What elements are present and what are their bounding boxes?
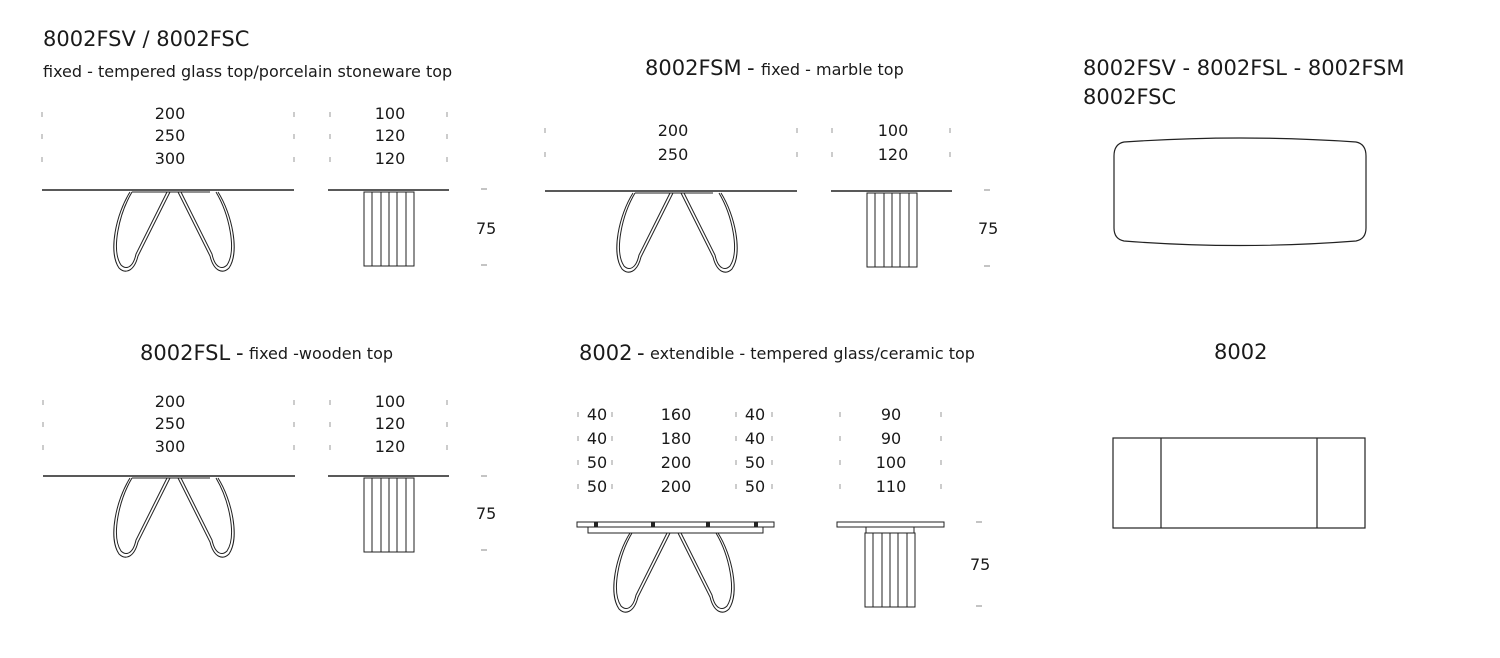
panel4-description: fixed -wooden top [249,344,394,363]
panel5-width-1: 90 [880,405,902,424]
panel6-extendible-top-plan [1113,438,1365,528]
panel5-center-3: 200 [660,453,692,472]
panel5-center-1: 160 [660,405,692,424]
panel5-height: 75 [970,555,991,574]
panel1-front-view [42,112,294,271]
panel5-right-ext-1: 40 [744,405,766,424]
panel1-length-3: 300 [154,149,186,168]
panel5-width-3: 100 [875,453,907,472]
panel1-height: 75 [476,219,497,238]
panel5-left-ext-1: 40 [586,405,608,424]
panel2-description: fixed - marble top [761,60,904,79]
panel4-width-1: 100 [374,392,406,411]
panel3-barrel-top-plan [1114,138,1366,246]
panel5-side-view [837,412,982,607]
panel1-side-view [328,112,487,266]
panel5-width-4: 110 [875,477,907,496]
panel2-length-2: 250 [657,145,689,164]
panel2-side-view [831,128,990,267]
panel1-description: fixed - tempered glass top/porcelain stoneware top [43,62,453,81]
panel5-left-ext-2: 40 [586,429,608,448]
panel5-left-ext-3: 50 [586,453,608,472]
panel4-width-3: 120 [374,437,406,456]
panel1-length-1: 200 [154,104,186,123]
panel5-description: extendible - tempered glass/ceramic top [650,344,975,363]
panel4-separator: - [236,341,244,365]
panel4-front-view [43,400,295,557]
panel4-length-3: 300 [154,437,186,456]
panel5-center-4: 200 [660,477,692,496]
panel4-width-2: 120 [374,414,406,433]
panel5-title: 8002 [579,341,633,365]
panel5-front-view [577,412,774,612]
panel4-title: 8002FSL [140,341,231,365]
panel5-center-2: 180 [660,429,692,448]
panel4-length-2: 250 [154,414,186,433]
panel5-right-ext-2: 40 [744,429,766,448]
panel5-separator: - [637,341,645,365]
panel1-title: 8002FSV / 8002FSC [43,27,250,51]
panel2-width-2: 120 [877,145,909,164]
panel1-width-2: 120 [374,126,406,145]
panel2-front-view [545,128,797,272]
panel2-length-1: 200 [657,121,689,140]
panel5-left-ext-4: 50 [586,477,608,496]
panel4-length-1: 200 [154,392,186,411]
panel3-title-line2: 8002FSC [1083,85,1177,109]
panel6-title: 8002 [1214,340,1268,364]
panel2-height: 75 [978,219,999,238]
panel5-right-ext-3: 50 [744,453,766,472]
panel5-right-ext-4: 50 [744,477,766,496]
panel2-width-1: 100 [877,121,909,140]
panel4-side-view [328,400,487,552]
panel1-width-3: 120 [374,149,406,168]
panel1-width-1: 100 [374,104,406,123]
panel5-width-2: 90 [880,429,902,448]
panel3-title-line1: 8002FSV - 8002FSL - 8002FSM [1083,56,1405,80]
panel2-title: 8002FSM [645,56,742,80]
panel4-height: 75 [476,504,497,523]
panel2-separator: - [747,56,755,80]
panel1-length-2: 250 [154,126,186,145]
